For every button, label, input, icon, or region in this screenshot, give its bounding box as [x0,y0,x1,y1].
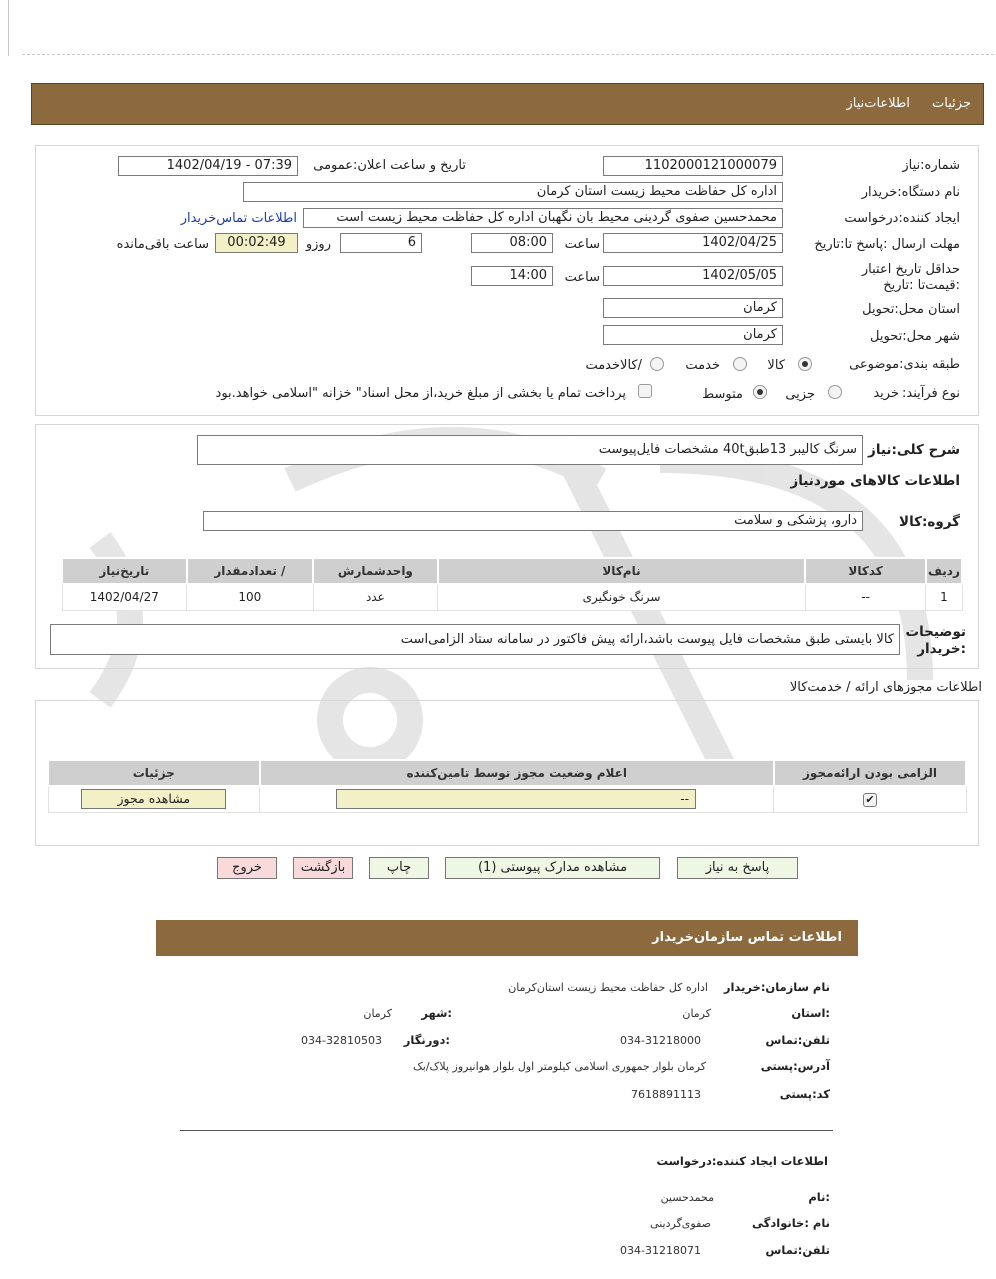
province-contact-label: :استان [791,1006,830,1020]
buyer-label: نام دستگاه:خریدار [861,185,960,200]
col-date: تاریخ‌نیاز [62,558,187,584]
tab-details[interactable]: جزئیات [932,96,971,111]
need-number-label: شماره:نیاز [902,158,960,173]
back-button[interactable]: بازگشت [293,857,353,879]
address-value: کرمان بلوار جمهوری اسلامی کیلومتر اول بلوار هوانیروز پلاک/بک [412,1060,706,1073]
need-number-field: 1102000121000079 [603,156,783,176]
table-row [48,786,966,812]
province-contact-value: کرمان [682,1007,711,1020]
permits-table [47,759,967,813]
col-unit: واحدشمارش [313,558,438,584]
creator-label: ایجاد کننده:درخواست [844,211,960,226]
category-service-radio[interactable] [733,357,747,371]
print-button[interactable]: چاپ [369,857,429,879]
family-label: نام :خانوادگی [752,1216,830,1230]
category-label: طبقه بندی:موضوعی [849,357,960,372]
city-field: کرمان [603,325,783,345]
process-label: نوع فرآیند: [902,386,960,401]
goods-table-header [62,558,962,584]
goods-group-label: گروه:کالا [899,514,960,530]
deadline-time-field: 08:00 [471,233,553,253]
city-contact-value: کرمان [363,1007,392,1020]
city-label: شهر محل:تحویل [870,329,960,344]
creator-phone-value: 034-31218071 [620,1244,701,1257]
page-edge-line [8,0,9,56]
treasury-payment-note: پرداخت تمام یا بخشی از مبلغ خرید،از محل اسناد" خزانه "اسلامی خواهد.بود [215,386,626,401]
summary-title-field: سرنگ کالیبر 13طبق40t مشخصات فایل‌پیوست [197,435,863,465]
postal-value: 7618891113 [631,1088,701,1101]
buyer-field: اداره کل حفاظت محیط زیست استان کرمان [243,182,783,202]
col-status: اعلام وضعیت مجوز توسط تامین‌کننده [260,760,774,786]
city-contact-label: :شهر [421,1006,452,1020]
contact-section-header [156,920,858,956]
validity-hour-label: ساعت [564,270,600,285]
creator-field: محمدحسین صفوی گردینی محیط بان نگهبان اداره کل حفاظت محیط زیست است [303,208,783,228]
summary-title-label: شرح کلی:نیاز [868,442,960,458]
contact-section-title: اطلاعات تماس سازمان‌خریدار [652,930,842,945]
category-both-radio[interactable] [650,357,664,371]
phone-value: 034-31218000 [620,1034,701,1047]
fax-label: :دورنگار [403,1033,450,1047]
page-header [31,83,984,125]
permits-section-title: اطلاعات مجوزهای ارائه / خدمت‌کالا [789,680,982,695]
family-value: صفوی‌گردینی [650,1217,711,1230]
required-cell [774,786,966,812]
category-service-label: خدمت [685,358,720,373]
process-medium-radio[interactable] [753,385,767,399]
col-code: کدکالا [805,558,926,584]
required-checkbox-icon: ✔ [863,793,877,807]
announce-field: 1402/04/19 - 07:39 [118,156,298,176]
category-goods-radio[interactable] [798,357,812,371]
province-field: کرمان [603,298,783,318]
address-label: آدرس:پستی [760,1059,830,1073]
permits-table-header [48,760,966,786]
category-both-label: /کالاخدمت [585,358,642,373]
org-value: اداره کل حفاظت محیط زیست استان‌کرمان [508,981,708,994]
creator-info-title: اطلاعات ایجاد کننده:درخواست [656,1154,828,1168]
validity-time-field: 14:00 [471,266,553,286]
postal-label: کد:پستی [779,1087,830,1101]
exit-button[interactable]: خروج [217,857,277,879]
validity-label: حداقل تاریخ اعتبار :قیمت‌تا :تاریخ [861,262,960,293]
goods-table [61,557,963,611]
contact-divider [180,1130,833,1131]
deadline-hour-label: ساعت [564,237,600,252]
province-label: استان محل:تحویل [862,302,960,317]
view-permit-button[interactable]: مشاهده مجوز [81,789,226,809]
col-required: الزامی بودن ارائه‌مجوز [774,760,966,786]
fax-value: 034-32810503 [301,1034,382,1047]
top-divider [22,54,994,55]
buyer-notes-field: کالا بایستی طبق مشخصات فایل پیوست باشد،ارائه پیش فاکتور در سامانه ستاد الزامی‌است [50,624,900,655]
cell-unit: عدد [313,584,438,610]
view-documents-button[interactable]: مشاهده مدارک پیوستی (1) [445,857,660,879]
details-cell [48,786,260,812]
cell-date: 1402/04/27 [62,584,187,610]
days-label: روزو [305,237,331,252]
process-buy-label: خرید [873,386,899,401]
tab-need-info[interactable]: اطلاعات‌نیاز [846,96,910,111]
table-row [62,584,962,610]
announce-label: تاریخ و ساعت اعلان:عمومی [313,158,466,173]
cell-code: -- [805,584,926,610]
permit-status-field: -- [336,789,696,809]
name-label: :نام [808,1190,830,1204]
days-field: 6 [340,233,422,253]
validity-date-field: 1402/05/05 [603,266,783,286]
col-row: ردیف [926,558,962,584]
category-goods-label: کالا [767,358,785,373]
goods-info-title: اطلاعات کالاهای موردنیاز [790,473,960,489]
creator-phone-label: تلفن:تماس [765,1243,830,1257]
process-partial-label: جزیی [785,387,815,402]
deadline-date-field: 1402/04/25 [603,233,783,253]
buyer-notes-label: توضیحات :خریدار [905,624,966,657]
treasury-payment-checkbox[interactable] [638,384,652,398]
col-qty: / تعدادمقدار [187,558,314,584]
process-partial-radio[interactable] [828,385,842,399]
col-name: نام‌کالا [438,558,806,584]
name-value: محمدحسین [660,1191,714,1204]
cell-row: 1 [926,584,962,610]
reply-button[interactable]: پاسخ به نیاز [677,857,798,879]
buyer-contact-link[interactable]: اطلاعات تماس‌خریدار [180,211,297,226]
remaining-timer: 00:02:49 [215,233,298,253]
cell-name: سرنگ خونگیری [438,584,806,610]
col-details: جزئیات [48,760,260,786]
phone-label: تلفن:تماس [765,1033,830,1047]
cell-qty: 100 [187,584,314,610]
status-cell [260,786,774,812]
org-label: نام سازمان:خریدار [723,980,830,994]
process-medium-label: متوسط [702,387,743,402]
goods-group-field: دارو، پزشکی و سلامت [203,511,863,531]
remaining-label: ساعت باقی‌مانده [116,237,209,252]
deadline-label: مهلت ارسال :پاسخ تا:تاریخ [814,237,960,252]
